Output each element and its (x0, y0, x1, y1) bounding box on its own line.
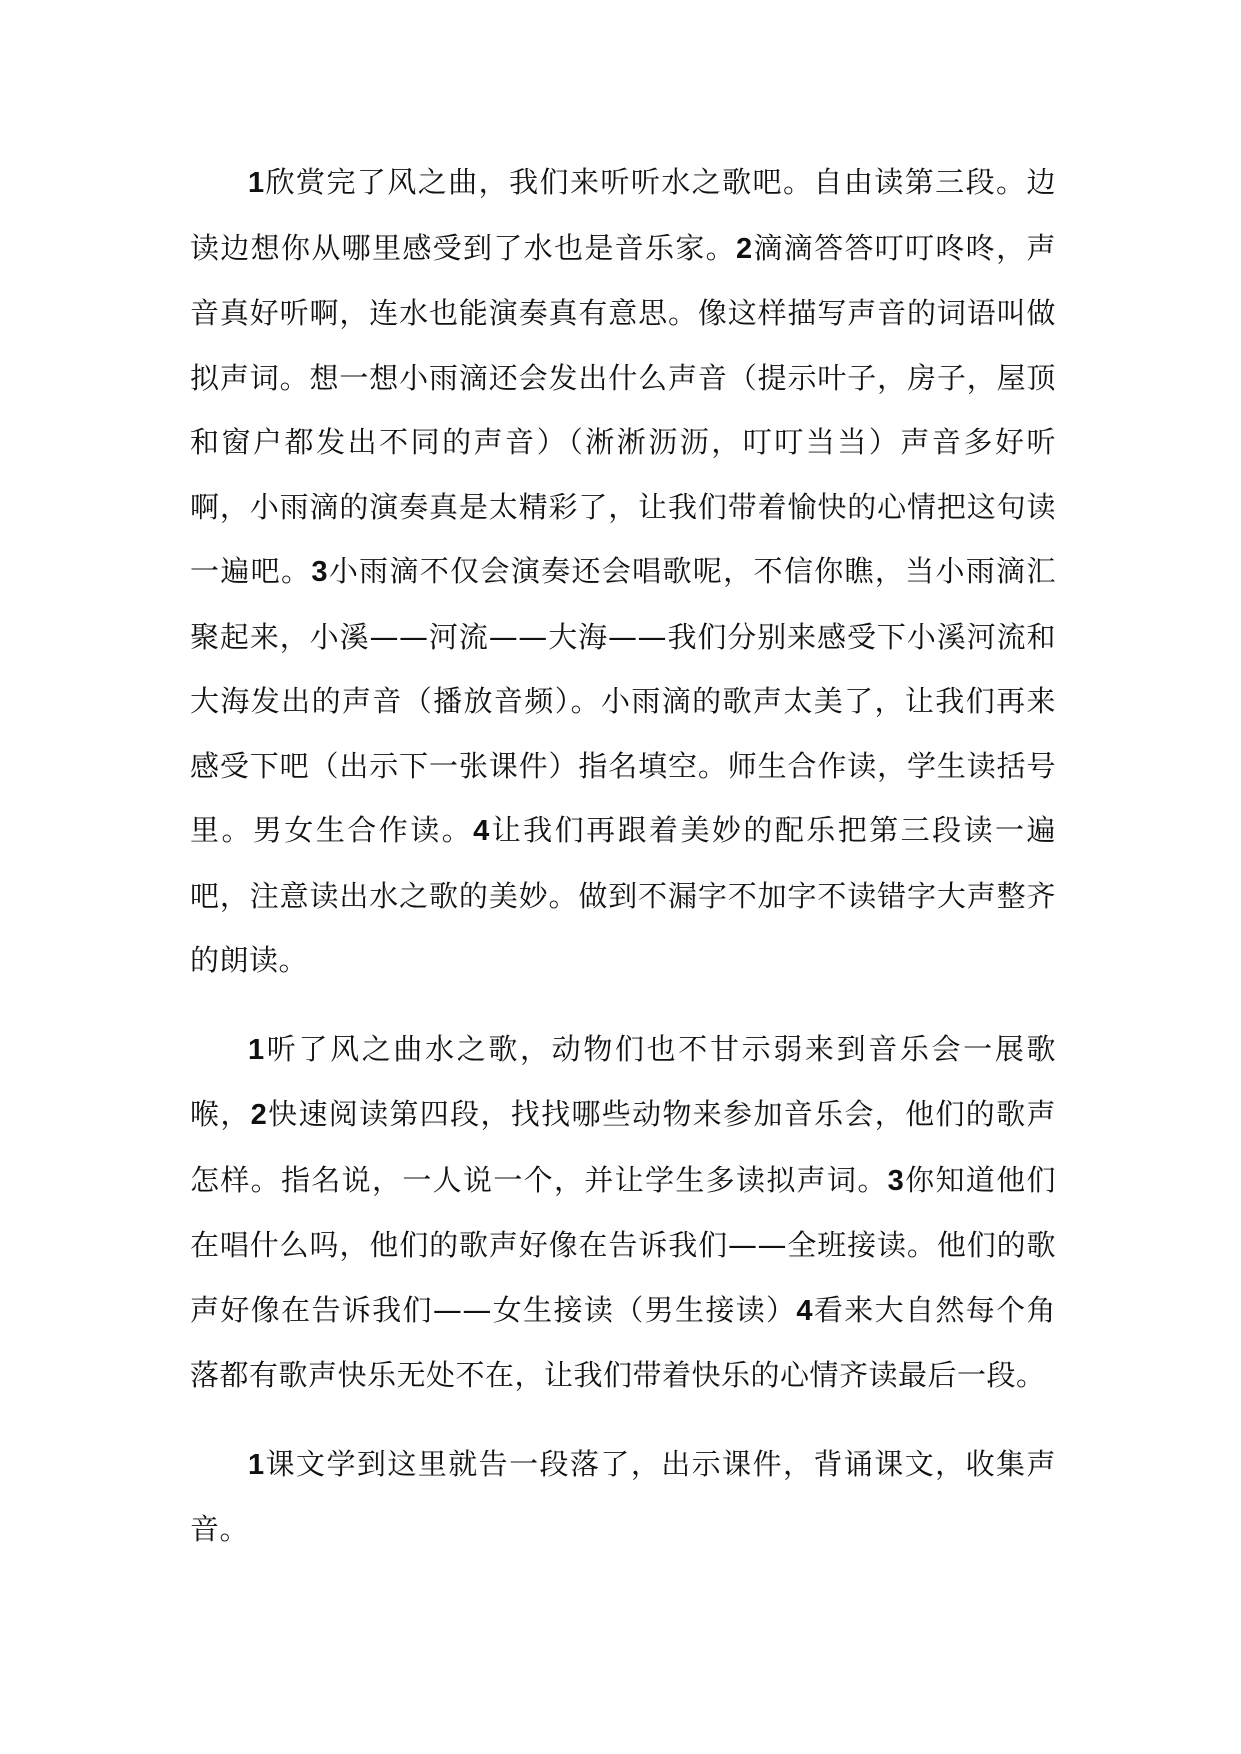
paragraph-reading-water-song (190, 150, 1056, 993)
step-text: 课文学到这里就告一段落了，出示课件，背诵课文，收集声音。 (190, 1446, 1056, 1546)
step-number: 1 (248, 1448, 265, 1481)
step-number: 2 (250, 1099, 268, 1131)
step-text: 快速阅读第四段，找找哪些动物来参加音乐会，他们的歌声怎样。指名说，一人说一个，并让学生多读拟声词。 (190, 1097, 1056, 1197)
step-text: 小雨滴不仅会演奏还会唱歌呢，不信你瞧，当小雨滴汇聚起来，小溪——河流——大海——我们分别来感受下小溪河流和大海发出的声音（播放音频）。小雨滴的歌声太美了，让我们再来感受下吧（出示下一张课件）指名填空。师生合作读，学生读括号里。男女生合作读。 (190, 554, 1056, 847)
step-number: 2 (736, 232, 753, 265)
paragraph-animal-songs (190, 1017, 1056, 1408)
step-number: 3 (887, 1164, 905, 1197)
step-number: 4 (796, 1294, 814, 1327)
step-number: 3 (311, 556, 328, 588)
step-text: 听了风之曲水之歌，动物们也不甘示弱来到音乐会一展歌喉， (190, 1031, 1056, 1131)
step-text: 让我们再跟着美妙的配乐把第三段读一遍吧，注意读出水之歌的美妙。做到不漏字不加字不读错字大声整齐的朗读。 (190, 813, 1056, 977)
step-text: 欣赏完了风之曲，我们来听听水之歌吧。自由读第三段。边读边想你从哪里感受到了水也是音乐家。 (190, 165, 1056, 265)
step-number: 1 (248, 167, 265, 199)
document-page (190, 150, 1056, 1562)
step-text: 你知道他们在唱什么吗，他们的歌声好像在告诉我们——全班接读。他们的歌声好像在告诉我们——女生接读（男生接读） (190, 1162, 1056, 1327)
step-number: 4 (473, 815, 490, 847)
step-text: 滴滴答答叮叮咚咚，声音真好听啊，连水也能演奏真有意思。像这样描写声音的词语叫做拟声词。想一想小雨滴还会发出什么声音（提示叶子，房子，屋顶和窗户都发出不同的声音）（淅淅沥沥，叮叮当当）声音多好听啊，小雨滴的演奏真是太精彩了，让我们带着愉快的心情把这句读一遍吧。 (190, 230, 1056, 588)
paragraph-conclusion (190, 1432, 1056, 1562)
step-number: 1 (248, 1033, 265, 1066)
step-text: 看来大自然每个角落都有歌声快乐无处不在，让我们带着快乐的心情齐读最后一段。 (190, 1292, 1056, 1392)
